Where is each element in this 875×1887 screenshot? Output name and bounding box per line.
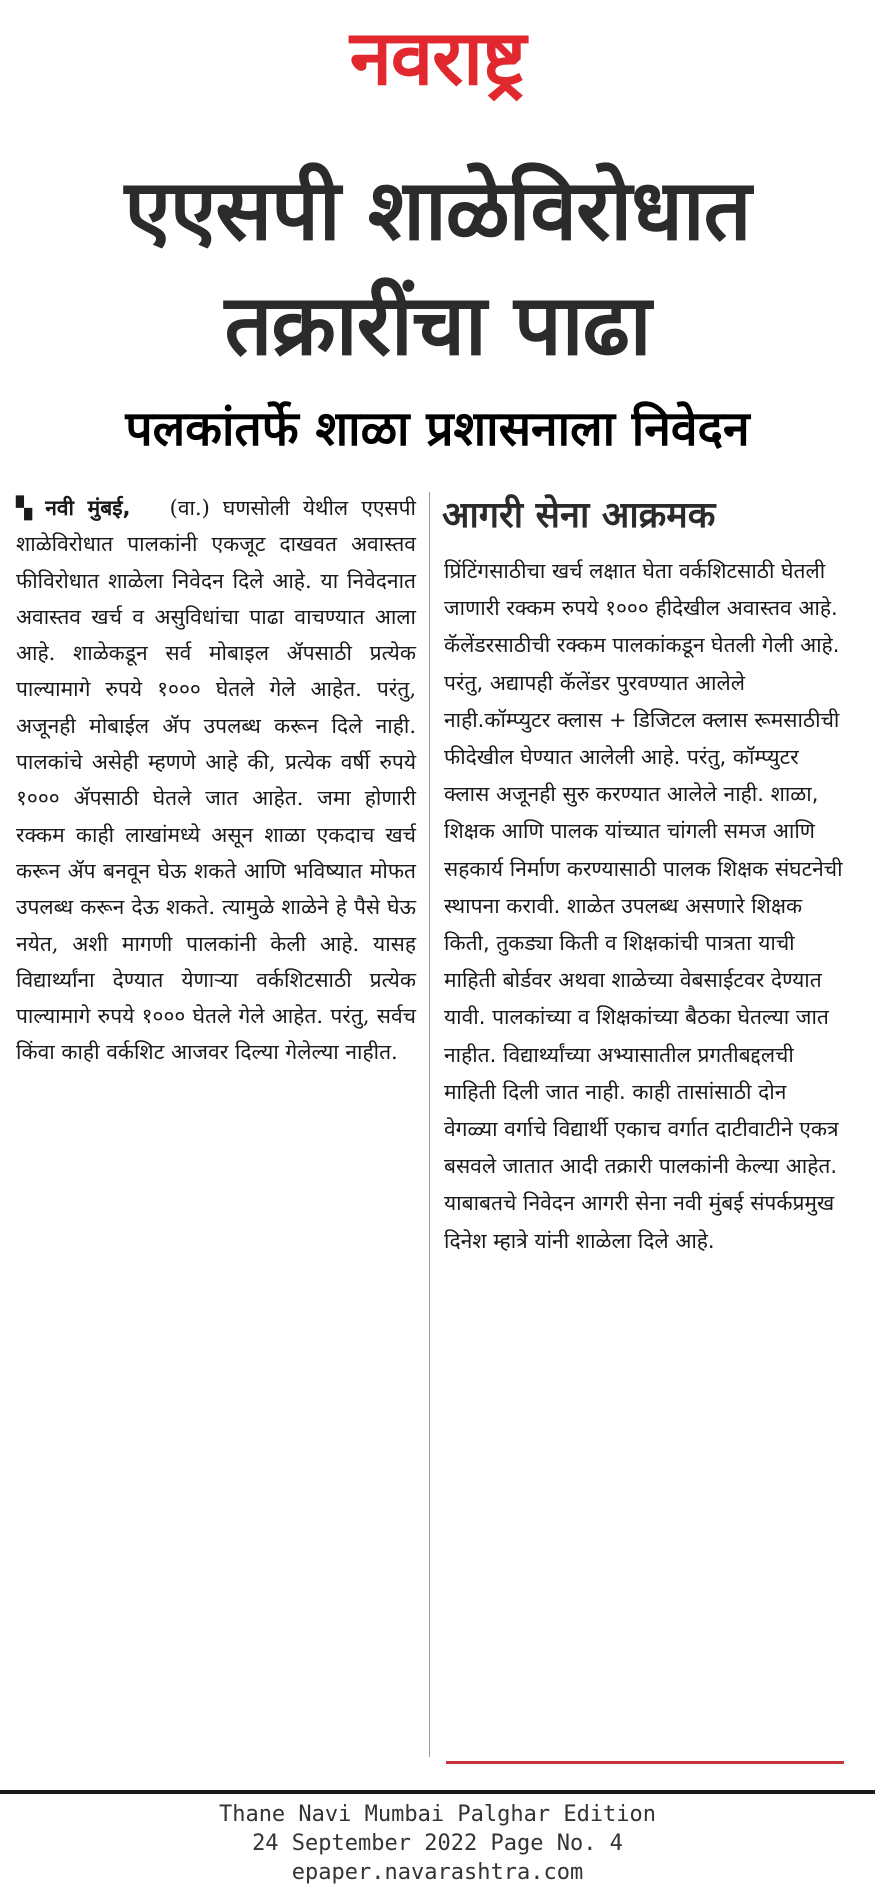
source-credit: (वा.) — [169, 496, 210, 520]
headline-line-2: तक्रारींचा पाढा — [224, 276, 651, 374]
box-underline-rule — [446, 1761, 844, 1764]
epaper-url: epaper.navarashtra.com — [291, 1860, 584, 1885]
lead-marker-icon: ▚ — [16, 495, 33, 520]
box-body: प्रिंटिंगसाठीचा खर्च लक्षात घेता वर्कशिटसाठी घेतली जाणारी रक्कम रुपये १००० हीदेखील अवास्तव आहे. कॅलेंडरसाठीची रक्कम पालकांकडून घेतली गेली आहे. परंतु, अद्यापही कॅलेंडर पुरवण्यात आलेले नाही.कॉम्प्युटर क्लास + डिजिटल क्लास रूमसाठीची फीदेखील घेण्यात आलेली आहे. परंतु, कॉम्प्युटर क्लास अजूनही सुरु करण्यात आलेले नाही. शाळा, शिक्षक आणि पालक यांच्यात चांगली समज आणि सहकार्य निर्माण करण्यासाठी पालक शिक्षक संघटनेची स्थापना करावी. शाळेत उपलब्ध असणारे शिक्षक किती, तुकड्या किती व शिक्षकांची पात्रता याची माहिती बोर्डवर अथवा शाळेच्या वेबसाईटवर देण्यात यावी. पालकांच्या व शिक्षकांच्या बैठका घेतल्या जात नाहीत. विद्यार्थ्यांच्या अभ्यासातील प्रगतीबद्दलची माहिती दिली जात नाही. काही तासांसाठी दोन वेगळ्या वर्गाचे विद्यार्थी एकाच वर्गात दाटीवाटीने एकत्र बसवले जातात आदी तक्रारी पालकांनी केल्या आहेत. याबाबतचे निवेदन आगरी सेना नवी मुंबई संपर्कप्रमुख दिनेश म्हात्रे यांनी शाळेला दिले आहे. — [444, 559, 843, 1253]
edition-footer — [0, 1800, 875, 1887]
dateline: नवी मुंबई, — [45, 496, 131, 520]
edition-date-page: 24 September 2022 Page No. 4 — [252, 1831, 623, 1856]
masthead-logo: नवराष्ट्र — [349, 13, 526, 102]
page-bottom-rule — [0, 1790, 875, 1794]
box-title: आगरी सेना आक्रमक — [442, 495, 716, 536]
left-column-body: घणसोली येथील एएसपी शाळेविरोधात पालकांनी एकजूट दाखवत अवास्तव फीविरोधात शाळेला निवेदन दिले आहे. या निवेदनात अवास्तव खर्च व असुविधांचा पाढा वाचण्यात आला आहे. शाळेकडून सर्व मोबाइल ॲपसाठी प्रत्येक पाल्यामागे रुपये १००० घेतले गेले आहेत. परंतु, अजूनही मोबाईल ॲप उपलब्ध करून दिले नाही. पालकांचे असेही म्हणणे आहे की, प्रत्येक वर्षी रुपये १००० ॲपसाठी घेतले जात आहेत. जमा होणारी रक्कम काही लाखांमध्ये असून शाळा एकदाच खर्च करून ॲप बनवून घेऊ शकते आणि भविष्यात मोफत उपलब्ध करून देऊ शकते. त्यामुळे शाळेने हे पैसे घेऊ नयेत, अशी मागणी पालकांनी केली आहे. यासह विद्यार्थ्यांना देण्यात येणाऱ्या वर्कशिटसाठी प्रत्येक पाल्यामागे रुपये १००० घेतले गेले आहेत. परंतु, सर्वच किंवा काही वर्कशिट आजवर दिल्या गेलेल्या नाहीत. — [16, 496, 416, 1065]
article-left-column — [16, 490, 416, 1071]
headline-line-1: एएसपी शाळेविरोधात — [124, 161, 751, 259]
subheadline: पलकांतर्फे शाळा प्रशासनाला निवेदन — [125, 401, 750, 457]
edition-name: Thane Navi Mumbai Palghar Edition — [218, 1802, 657, 1827]
column-divider — [429, 492, 430, 1757]
